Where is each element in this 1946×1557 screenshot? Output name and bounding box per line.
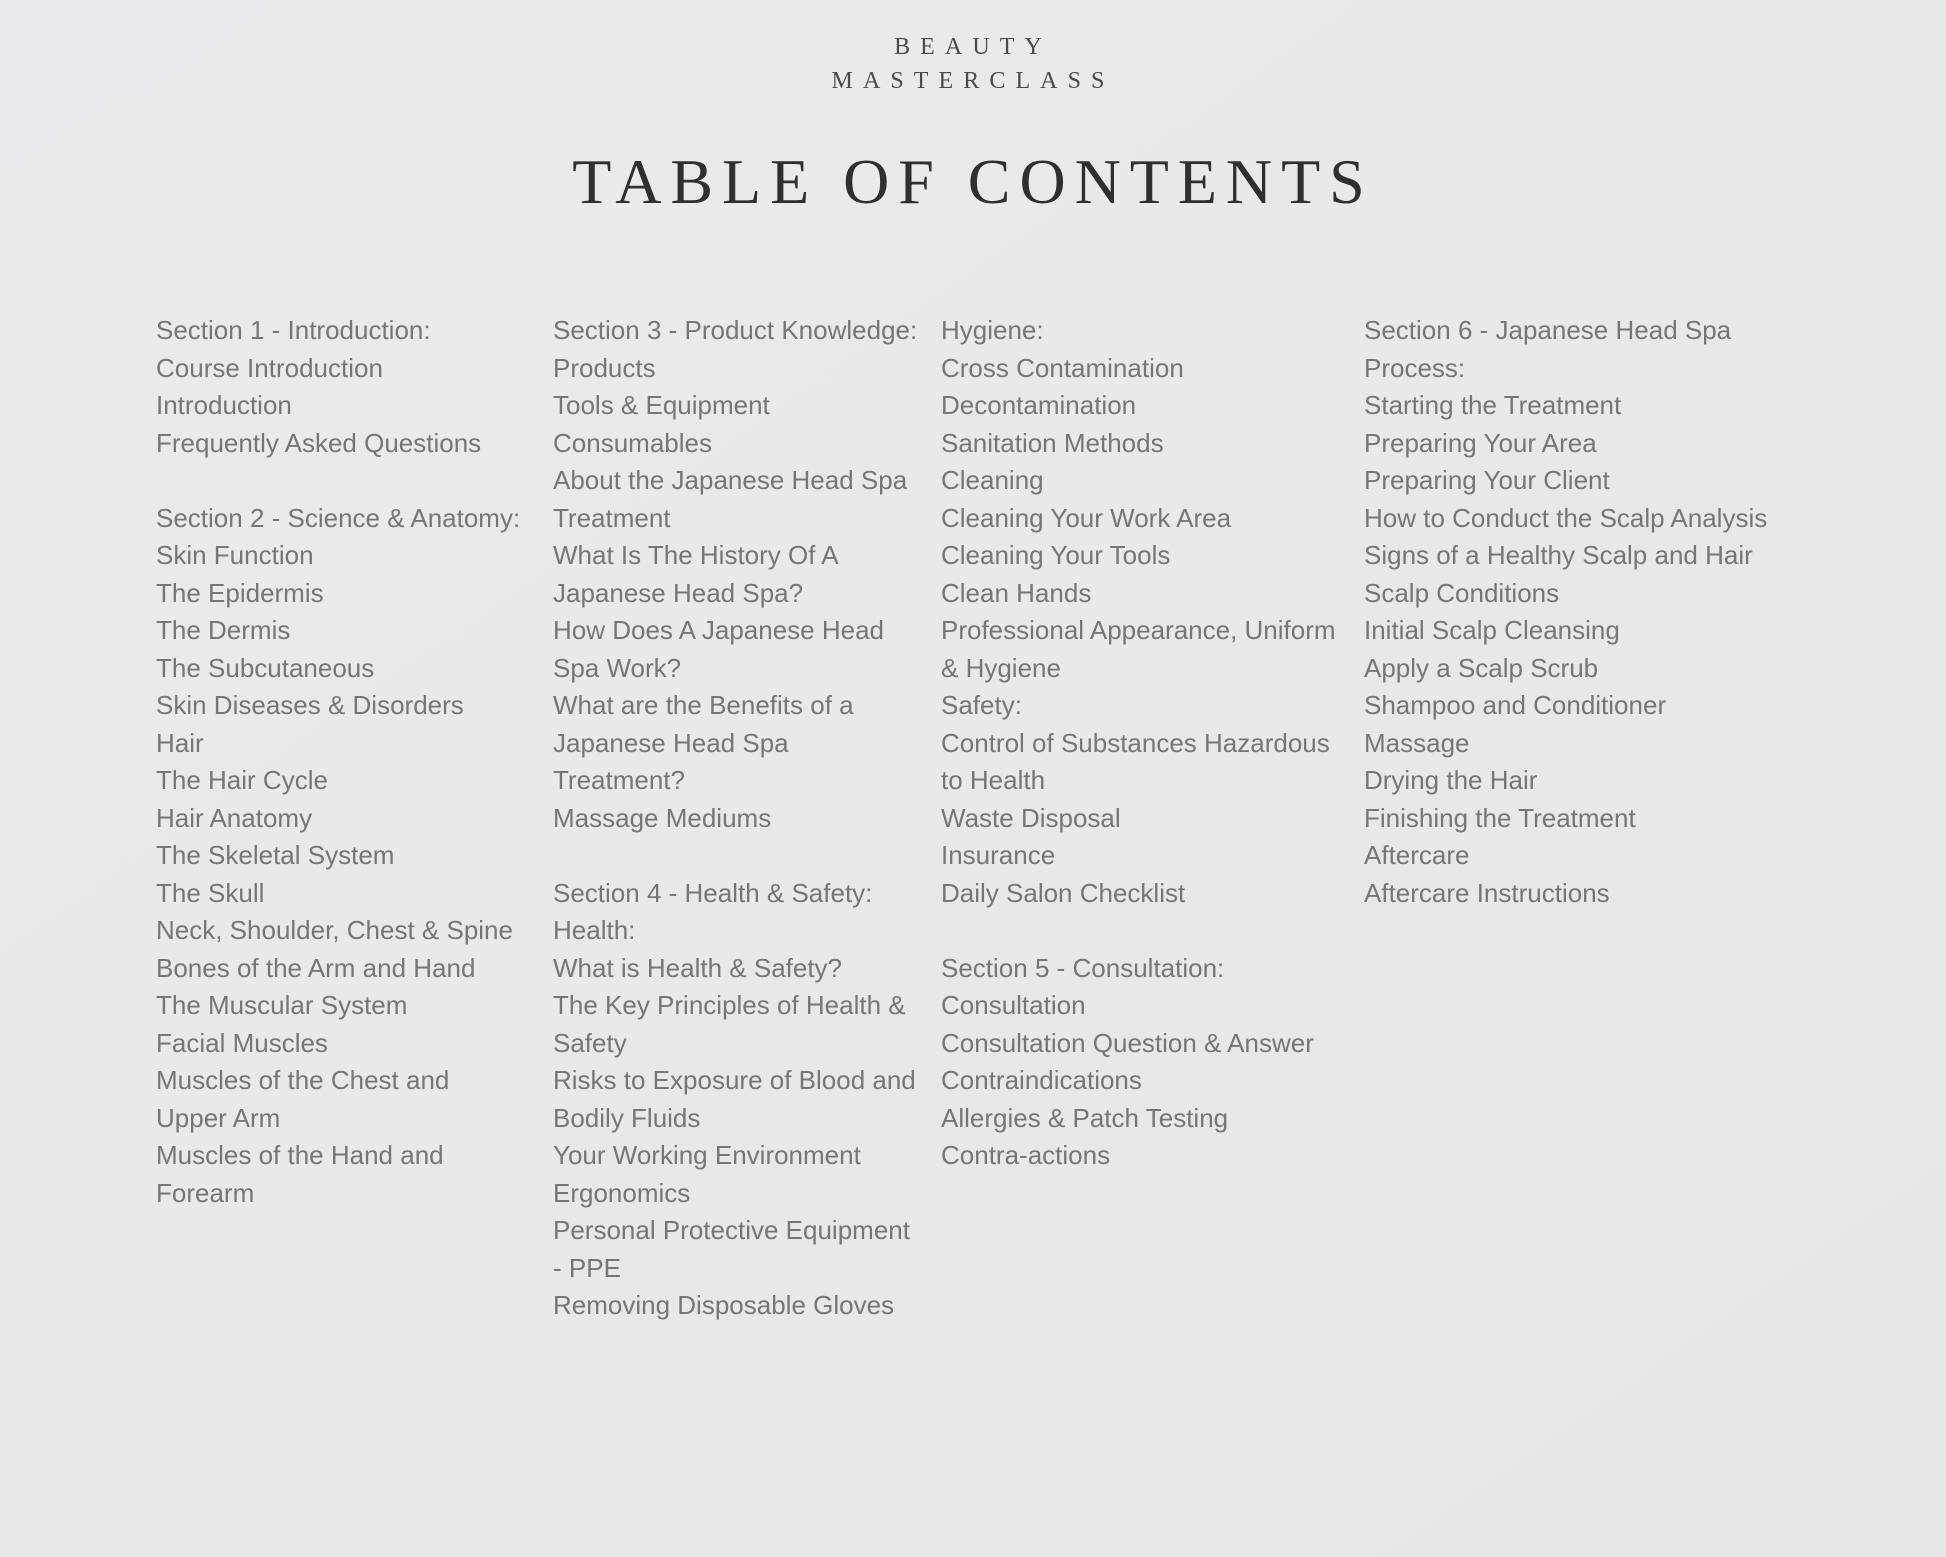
toc-item: Risks to Exposure of Blood and Bodily Fluids [553, 1065, 916, 1133]
toc-item: Section 3 - Product Knowledge: [553, 315, 918, 345]
toc-item: Facial Muscles [156, 1027, 328, 1058]
toc-item: The Skeletal System [156, 840, 395, 870]
toc-item: Aftercare [1364, 840, 1470, 870]
toc-item: Skin Diseases & Disorders [156, 690, 464, 720]
toc-item: Daily Salon Checklist [941, 877, 1186, 908]
toc-item: Personal Protective Equipment - PPE [553, 1215, 910, 1283]
toc-item: Sanitation Methods [941, 427, 1164, 458]
toc-item: Cleaning Your Work Area [941, 502, 1232, 533]
toc-item: Preparing Your Client [1364, 465, 1610, 495]
toc-item: Tools & Equipment [553, 390, 770, 420]
toc-item: What are the Benefits of a Japanese Head Spa Treatment? [553, 690, 854, 795]
toc-item: About the Japanese Head Spa Treatment [553, 465, 908, 533]
toc-item: Section 1 - Introduction: [156, 315, 431, 345]
toc-item: Neck, Shoulder, Chest & Spine [156, 915, 513, 945]
toc-item: Waste Disposal [941, 802, 1121, 833]
toc-group [1364, 312, 1804, 912]
toc-item: Decontamination [941, 390, 1137, 420]
toc-item: Insurance [941, 840, 1056, 870]
toc-item: Control of Substances Hazardous to Health [941, 727, 1330, 795]
toc-item: The Skull [156, 877, 265, 908]
toc-item: Hair Anatomy [156, 802, 313, 833]
toc-item: Aftercare Instructions [1364, 877, 1610, 908]
toc-item: Hair [156, 727, 204, 758]
toc-column [1364, 312, 1804, 912]
toc-item: What is Health & Safety? [553, 952, 843, 983]
toc-item: Consumables [553, 427, 712, 458]
toc-item: Hygiene: [941, 315, 1044, 345]
toc-item: Contraindications [941, 1065, 1142, 1095]
toc-item: Removing Disposable Gloves [553, 1290, 895, 1320]
toc-group [156, 500, 526, 1213]
toc-item: Section 6 - Japanese Head Spa Process: [1364, 315, 1732, 383]
brand-line-2: MASTERCLASS [831, 68, 1115, 94]
toc-item: Bones of the Arm and Hand [156, 952, 476, 983]
toc-item: Initial Scalp Cleansing [1364, 615, 1620, 645]
toc-item: Course Introduction [156, 352, 383, 383]
toc-item: Allergies & Patch Testing [941, 1102, 1229, 1133]
toc-item: Ergonomics [553, 1177, 691, 1208]
toc-item: Consultation Question & Answer [941, 1027, 1314, 1058]
toc-item: Preparing Your Area [1364, 427, 1597, 458]
toc-group [941, 312, 1341, 912]
toc-item: Professional Appearance, Uniform & Hygiene [941, 615, 1336, 683]
toc-group [156, 312, 526, 462]
toc-item: Drying the Hair [1364, 765, 1538, 795]
toc-item: Introduction [156, 390, 292, 420]
toc-group [553, 312, 923, 837]
page-title: TABLE OF CONTENTS [572, 146, 1374, 217]
toc-item: Signs of a Healthy Scalp and Hair [1364, 540, 1753, 570]
toc-item: Scalp Conditions [1364, 577, 1560, 608]
toc-item: Consultation [941, 990, 1086, 1020]
toc-item: Section 4 - Health & Safety: [553, 877, 873, 908]
toc-item: Your Working Environment [553, 1140, 861, 1170]
toc-group [941, 950, 1341, 1175]
brand-line-1: BEAUTY [894, 34, 1052, 60]
toc-item: Clean Hands [941, 577, 1092, 608]
toc-item: The Muscular System [156, 990, 408, 1020]
toc-item: Skin Function [156, 540, 314, 570]
toc-item: Finishing the Treatment [1364, 802, 1636, 833]
toc-item: Cross Contamination [941, 352, 1184, 383]
toc-item: Products [553, 352, 656, 383]
toc-column [553, 312, 923, 1325]
toc-item: Muscles of the Chest and Upper Arm [156, 1065, 450, 1133]
toc-item: Safety: [941, 690, 1022, 720]
toc-column [156, 312, 526, 1212]
toc-item: Massage [1364, 727, 1470, 758]
toc-item: Contra-actions [941, 1140, 1111, 1170]
toc-item: Apply a Scalp Scrub [1364, 652, 1599, 683]
toc-item: Cleaning [941, 465, 1044, 495]
toc-item: The Subcutaneous [156, 652, 375, 683]
toc-item: Muscles of the Hand and Forearm [156, 1140, 444, 1208]
toc-item: Frequently Asked Questions [156, 427, 482, 458]
toc-item: Cleaning Your Tools [941, 540, 1171, 570]
toc-item: The Dermis [156, 615, 291, 645]
toc-item: Section 2 - Science & Anatomy: [156, 502, 521, 533]
toc-item: Massage Mediums [553, 802, 772, 833]
toc-item: How Does A Japanese Head Spa Work? [553, 615, 884, 683]
toc-group [553, 875, 923, 1325]
toc-item: Starting the Treatment [1364, 390, 1622, 420]
toc-item: The Hair Cycle [156, 765, 328, 795]
toc-item: How to Conduct the Scalp Analysis [1364, 502, 1768, 533]
toc-item: Shampoo and Conditioner [1364, 690, 1667, 720]
toc-item: The Epidermis [156, 577, 324, 608]
toc-item: Section 5 - Consultation: [941, 952, 1225, 983]
toc-item: Health: [553, 915, 636, 945]
toc-item: What Is The History Of A Japanese Head Spa? [553, 540, 838, 608]
toc-column [941, 312, 1341, 1175]
toc-item: The Key Principles of Health & Safety [553, 990, 906, 1058]
